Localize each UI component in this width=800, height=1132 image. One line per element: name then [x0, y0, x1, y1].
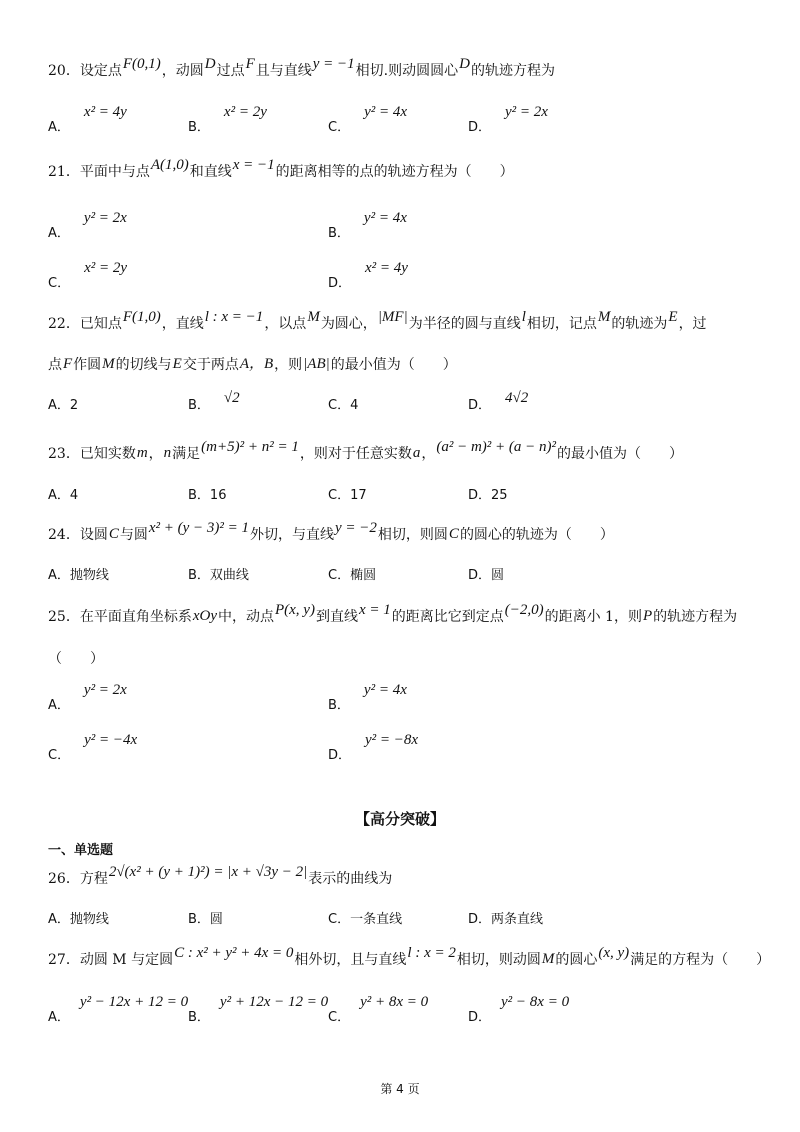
question-20-options: [48, 104, 753, 135]
math-expr: x = 1: [358, 602, 391, 618]
stem-text: 的距离相等的点的轨迹方程为（ ）: [275, 164, 514, 180]
stem-text: 方程: [79, 871, 108, 887]
option-value: 4: [350, 398, 359, 413]
option-value: y² = 4x: [364, 104, 408, 120]
stem-text: 到直线: [315, 609, 358, 625]
option-label: B．: [188, 120, 210, 135]
option-value: y² + 12x − 12 = 0: [219, 994, 329, 1010]
math-expr: F: [245, 56, 255, 72]
option-value: 圆: [491, 568, 505, 583]
math-expr: (−2,0): [504, 602, 544, 618]
math-expr: C: [448, 526, 459, 542]
option-value: 17: [350, 488, 367, 503]
option-value: 一条直线: [350, 912, 403, 927]
question-number: 20．: [48, 63, 80, 79]
question-22-stem: [48, 311, 753, 337]
option-d[interactable]: [468, 996, 569, 1023]
math-expr: M: [102, 356, 115, 372]
option-value: y² − 12x + 12 = 0: [79, 994, 189, 1010]
stem-text: 设圆: [79, 527, 108, 543]
option-label: C．: [328, 1010, 351, 1025]
option-a[interactable]: [48, 906, 109, 933]
math-expr: x = −1: [232, 157, 275, 173]
option-c[interactable]: [328, 996, 428, 1023]
option-d[interactable]: [328, 262, 408, 289]
stem-text: 相切，则动圆: [456, 952, 541, 968]
option-a[interactable]: [48, 392, 78, 419]
question-21-options-row2: [48, 260, 753, 291]
option-label: B．: [328, 226, 350, 241]
stem-text: 的切线与: [115, 357, 172, 373]
math-expr: y = −1: [312, 56, 355, 72]
question-22-options: [48, 392, 753, 418]
math-expr: l : x = −1: [204, 309, 264, 325]
stem-text: 的最小值为（ ）: [557, 446, 684, 462]
question-25-options-row1: [48, 682, 753, 713]
option-c[interactable]: [48, 262, 127, 289]
option-label: D．: [468, 912, 492, 927]
stem-text: 相切.则动圆圆心: [355, 63, 459, 79]
stem-text: 已知点: [79, 316, 122, 332]
option-b[interactable]: [188, 392, 240, 419]
option-value: y² − 8x = 0: [501, 994, 570, 1010]
option-label: C．: [328, 912, 351, 927]
stem-text: 已知实数: [79, 446, 136, 462]
math-expr: xOy: [192, 608, 217, 624]
math-expr: n: [163, 445, 172, 461]
question-22-stem-line2: [48, 352, 753, 378]
option-b[interactable]: [188, 906, 223, 933]
math-expr: C: [108, 526, 119, 542]
option-label: B．: [188, 568, 210, 583]
option-d[interactable]: [468, 106, 548, 133]
option-label: B．: [188, 398, 210, 413]
math-expr: F(0,1): [122, 56, 161, 72]
stem-text: 相切，记点: [526, 316, 597, 332]
stem-text: 表示的曲线为: [308, 871, 393, 887]
page-number: 第 4 页: [380, 1082, 420, 1096]
math-expr: M: [541, 951, 555, 967]
option-label: A．: [48, 120, 70, 135]
option-a[interactable]: [48, 106, 127, 133]
stem-text: 为圆心，: [320, 316, 377, 332]
option-c[interactable]: [48, 734, 137, 761]
stem-text: 和直线: [189, 164, 232, 180]
math-expr: F(1,0): [122, 309, 161, 325]
option-value: 抛物线: [69, 568, 109, 583]
option-label: B．: [188, 912, 210, 927]
option-label: A．: [48, 568, 70, 583]
option-value: y² = −8x: [365, 732, 419, 748]
math-expr: E: [172, 356, 182, 372]
question-number: 27．: [48, 952, 80, 968]
stem-text: ，则: [274, 357, 303, 373]
option-label: A．: [48, 226, 70, 241]
stem-text: 的最小值为（ ）: [330, 357, 457, 373]
question-number: 24．: [48, 527, 80, 543]
question-number: 23．: [48, 446, 80, 462]
option-value: 椭圆: [350, 568, 377, 583]
option-c[interactable]: [328, 392, 358, 419]
option-value: x² = 4y: [365, 260, 408, 276]
option-label: C．: [328, 398, 351, 413]
stem-text: 且与直线: [255, 63, 312, 79]
option-b[interactable]: [188, 996, 328, 1023]
option-b[interactable]: [188, 562, 249, 589]
stem-text: 相外切，且与直线: [294, 952, 407, 968]
question-26-options: [48, 906, 753, 932]
answer-blank: （ ）: [48, 651, 104, 667]
stem-text: 的距离小 1，则: [544, 609, 642, 625]
question-21-options-row1: [48, 210, 753, 241]
option-b[interactable]: [328, 212, 407, 239]
option-value: x² = 4y: [83, 104, 127, 120]
option-label: D．: [468, 488, 492, 503]
stem-text: 相切，则圆: [377, 527, 448, 543]
option-value: 圆: [209, 912, 223, 927]
option-label: C．: [48, 748, 71, 763]
stem-text: ，: [421, 446, 436, 462]
option-label: C．: [48, 276, 71, 291]
option-label: B．: [188, 1010, 210, 1025]
question-number: 25．: [48, 609, 80, 625]
option-value: 4√2: [505, 390, 529, 406]
stem-text: 满足: [172, 446, 201, 462]
option-value: x² = 2y: [84, 260, 128, 276]
option-value: x² = 2y: [223, 104, 267, 120]
option-value: √2: [223, 390, 240, 406]
stem-text: 的圆心的轨迹为（ ）: [459, 527, 614, 543]
math-expr: |AB|: [303, 356, 330, 372]
question-23-options: [48, 482, 753, 508]
math-expr: D: [459, 56, 470, 72]
stem-text: 中，动点: [217, 609, 274, 625]
option-a[interactable]: [48, 996, 188, 1023]
question-26-stem: [48, 866, 753, 892]
option-value: 16: [209, 488, 227, 503]
math-expr: m: [136, 445, 148, 461]
question-24-stem: [48, 522, 753, 548]
question-25-stem: [48, 604, 753, 630]
stem-text: 过点: [216, 63, 245, 79]
option-value: y² + 8x = 0: [360, 994, 429, 1010]
option-a[interactable]: [48, 562, 109, 589]
stem-text: ，动圆: [161, 63, 204, 79]
option-label: A．: [48, 1010, 70, 1025]
option-b[interactable]: [188, 106, 267, 133]
option-c[interactable]: [328, 106, 407, 133]
math-expr: A(1,0): [150, 157, 189, 173]
stem-text: 为半径的圆与直线: [408, 316, 521, 332]
option-value: 4: [69, 488, 79, 503]
option-b[interactable]: [188, 482, 226, 509]
option-c[interactable]: [328, 562, 376, 589]
question-20-stem: [48, 58, 753, 84]
math-expr: 2√(x² + (y + 1)²) = |x + √3y − 2|: [108, 864, 308, 880]
option-value: y² = 2x: [83, 682, 127, 698]
math-expr: C : x² + y² + 4x = 0: [174, 945, 294, 961]
option-value: y² = 2x: [505, 104, 548, 120]
math-expr: |MF|: [377, 309, 408, 325]
option-d[interactable]: [468, 562, 504, 589]
stem-text: ，: [148, 446, 163, 462]
option-label: C．: [328, 488, 351, 503]
math-expr: x² + (y − 3)² = 1: [148, 520, 250, 536]
question-27-options: [48, 994, 753, 1025]
option-label: C．: [328, 568, 351, 583]
stem-text: 在平面直角坐标系: [79, 609, 192, 625]
section-subheading: 一、单选题: [48, 843, 114, 858]
math-expr: E: [668, 309, 678, 325]
question-25-options-row2: [48, 732, 753, 763]
option-value: y² = 4x: [363, 682, 407, 698]
option-value: y² = 2x: [83, 210, 127, 226]
math-expr: (m+5)² + n² = 1: [201, 439, 299, 455]
option-label: A．: [48, 912, 70, 927]
option-label: D．: [468, 398, 492, 413]
math-expr: l : x = 2: [407, 945, 456, 961]
question-24-options: [48, 562, 753, 588]
option-label: A．: [48, 698, 70, 713]
stem-text: ，直线: [161, 316, 204, 332]
math-expr: P: [642, 608, 653, 624]
option-d[interactable]: [328, 734, 418, 761]
option-a[interactable]: [48, 212, 127, 239]
stem-text: 的轨迹方程为: [653, 609, 738, 625]
option-label: B．: [328, 698, 350, 713]
stem-text: 满足的方程为（ ）: [630, 952, 771, 968]
stem-text: 平面中与点: [79, 164, 150, 180]
option-a[interactable]: [48, 482, 78, 509]
stem-text: 点: [48, 357, 62, 373]
stem-text: 与圆: [119, 527, 148, 543]
math-expr: P(x, y): [274, 602, 315, 618]
stem-text: ，则对于任意实数: [299, 446, 412, 462]
math-expr: F: [63, 356, 73, 372]
option-label: D．: [468, 120, 492, 135]
option-d[interactable]: [468, 906, 543, 933]
stem-text: 动圆 M 与定圆: [79, 952, 174, 968]
math-expr: D: [204, 56, 216, 72]
math-expr: (a² − m)² + (a − n)²: [436, 439, 557, 455]
question-number: 21．: [48, 164, 80, 180]
option-value: 2: [69, 398, 79, 413]
question-25-stem-line2: [48, 646, 753, 672]
option-label: D．: [328, 748, 352, 763]
option-label: A．: [48, 398, 70, 413]
option-d[interactable]: [468, 392, 528, 419]
option-value: 25: [491, 488, 508, 503]
math-expr: (x, y): [598, 945, 630, 961]
math-expr: A，B: [239, 356, 274, 372]
stem-text: 的轨迹为: [611, 316, 668, 332]
option-value: y² = −4x: [84, 732, 138, 748]
option-label: C．: [328, 120, 351, 135]
stem-text: 的轨迹方程为: [470, 63, 555, 79]
stem-text: ，过: [678, 316, 707, 332]
option-label: D．: [468, 1010, 492, 1025]
option-value: 双曲线: [209, 568, 249, 583]
math-expr: l: [521, 309, 526, 325]
option-b[interactable]: [328, 684, 407, 711]
option-label: B．: [188, 488, 210, 503]
option-value: 抛物线: [69, 912, 109, 927]
stem-text: 交于两点: [182, 357, 239, 373]
option-label: A．: [48, 488, 70, 503]
stem-text: 作圆: [73, 357, 102, 373]
stem-text: ，以点: [264, 316, 307, 332]
option-value: 两条直线: [491, 912, 544, 927]
math-expr: y = −2: [335, 520, 377, 536]
stem-text: 设定点: [79, 63, 122, 79]
option-a[interactable]: [48, 684, 127, 711]
math-expr: M: [597, 309, 611, 325]
option-d[interactable]: [468, 482, 508, 509]
stem-text: 的距离比它到定点: [391, 609, 504, 625]
option-c[interactable]: [328, 906, 402, 933]
option-label: D．: [328, 276, 352, 291]
section-heading: 【高分突破】: [354, 810, 445, 828]
option-value: y² = 4x: [363, 210, 407, 226]
stem-text: 外切，与直线: [250, 527, 335, 543]
option-label: D．: [468, 568, 492, 583]
math-expr: M: [307, 309, 320, 325]
question-23-stem: [48, 441, 753, 467]
question-number: 22．: [48, 316, 80, 332]
stem-text: 的圆心: [555, 952, 598, 968]
question-21-stem: [48, 159, 753, 185]
question-number: 26．: [48, 871, 80, 887]
question-27-stem: [48, 945, 771, 973]
option-c[interactable]: [328, 482, 367, 509]
math-expr: a: [412, 445, 421, 461]
